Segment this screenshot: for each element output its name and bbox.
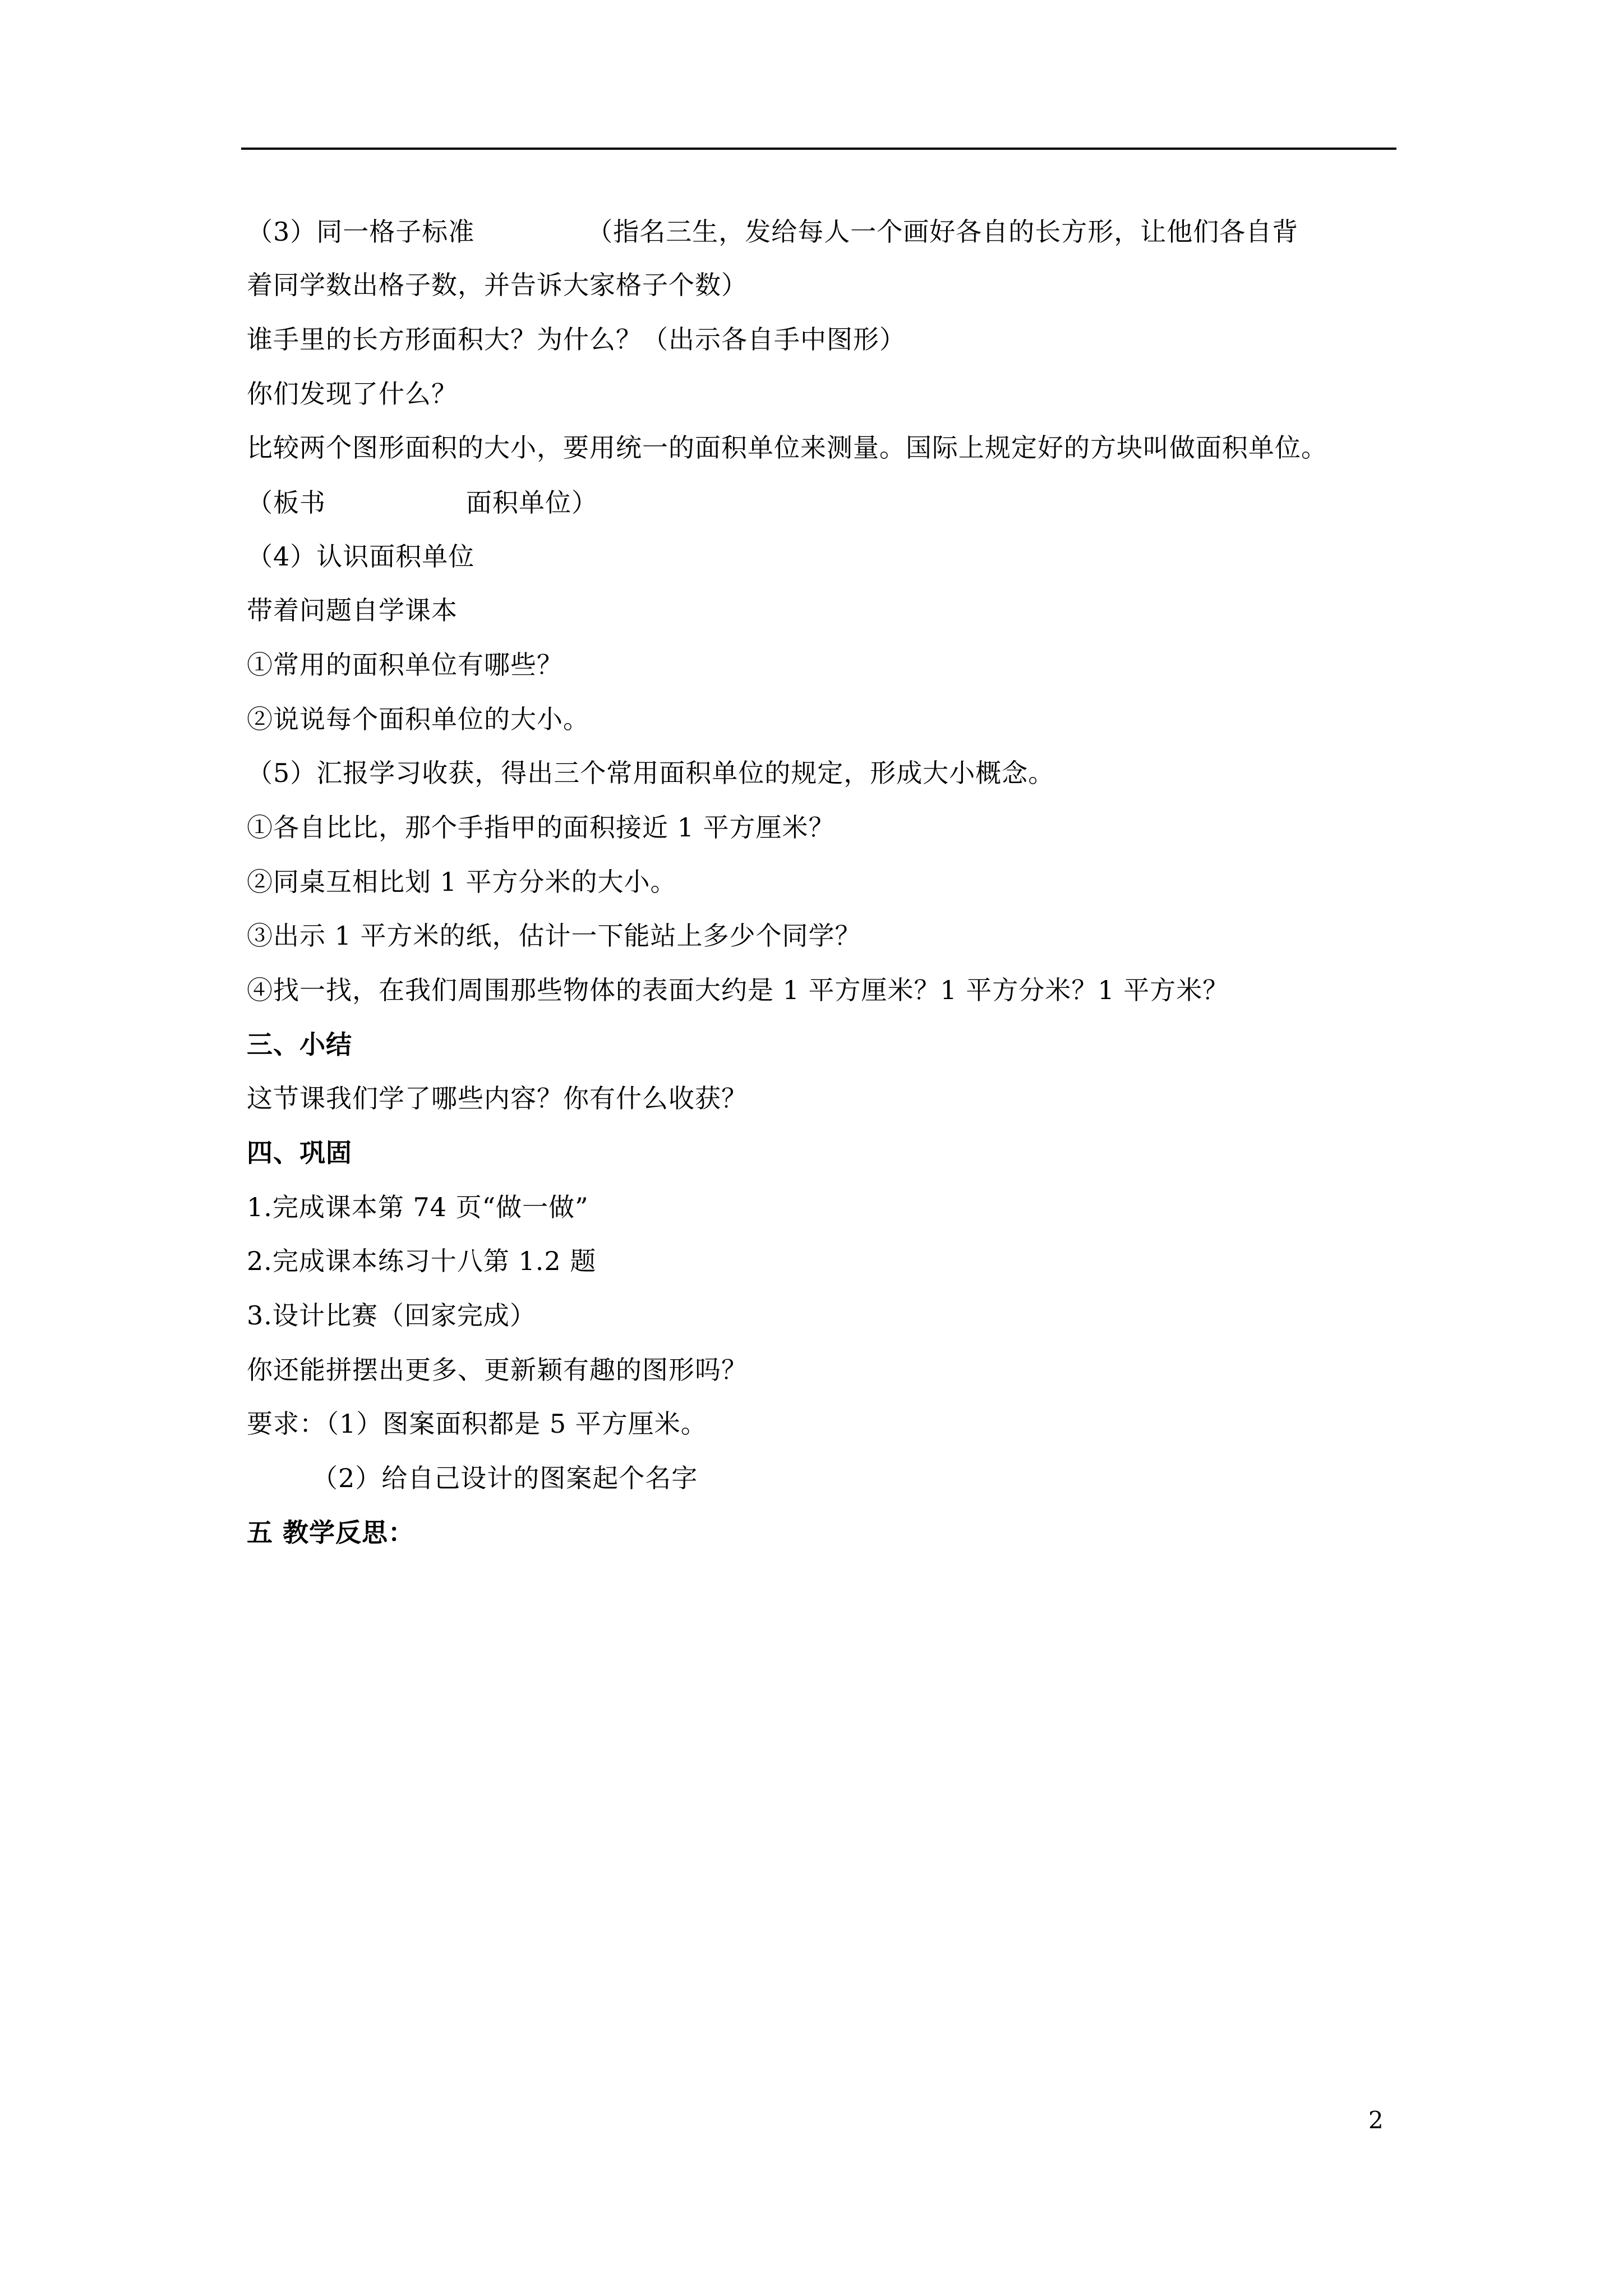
text-line: （2）给自己设计的图案起个名字: [312, 1463, 698, 1493]
text-line: 带着问题自学课本: [247, 595, 458, 625]
text-segment: （指名三生，发给每人一个画好各自的长方形，让他们各自背: [587, 217, 1299, 247]
section-heading-reflection: 五 教学反思：: [247, 1517, 415, 1548]
header-rule: [241, 148, 1396, 150]
text-line: 2.完成课本练习十八第 1.2 题: [247, 1246, 597, 1276]
text-line-standard-grid: [247, 215, 1402, 249]
text-line: ①常用的面积单位有哪些？: [247, 650, 563, 680]
text-segment: （3）同一格子标准: [247, 217, 475, 247]
text-line: 你们发现了什么？: [247, 379, 458, 409]
text-line: 比较两个图形面积的大小，要用统一的面积单位来测量。国际上规定好的方块叫做面积单位。: [247, 432, 1327, 463]
text-line: 1.完成课本第 74 页“做一做”: [247, 1192, 589, 1222]
text-line: 你还能拼摆出更多、更新颖有趣的图形吗？: [247, 1355, 748, 1385]
text-line: （4）认识面积单位: [247, 541, 475, 572]
text-line: ②说说每个面积单位的大小。: [247, 704, 589, 734]
text-line: 谁手里的长方形面积大？为什么？（出示各自手中图形）: [247, 324, 906, 355]
text-line: 着同学数出格子数，并告诉大家格子个数）: [247, 270, 748, 300]
text-line: ④找一找，在我们周围那些物体的表面大约是 1 平方厘米？1 平方分米？1 平方米？: [247, 975, 1229, 1005]
text-segment: 面积单位）: [466, 487, 598, 518]
text-line: 要求：（1）图案面积都是 5 平方厘米。: [247, 1409, 707, 1439]
text-line: （5）汇报学习收获，得出三个常用面积单位的规定，形成大小概念。: [247, 758, 1055, 788]
text-line: 这节课我们学了哪些内容？你有什么收获？: [247, 1083, 748, 1114]
text-line: 3.设计比赛（回家完成）: [247, 1300, 536, 1331]
text-segment: （板书: [247, 487, 326, 518]
text-line: ②同桌互相比划 1 平方分米的大小。: [247, 867, 677, 897]
text-line: ①各自比比，那个手指甲的面积接近 1 平方厘米？: [247, 812, 835, 843]
section-heading-summary: 三、小结: [247, 1029, 352, 1060]
text-line: ③出示 1 平方米的纸，估计一下能站上多少个同学？: [247, 921, 861, 951]
section-heading-consolidation: 四、巩固: [247, 1138, 352, 1168]
text-line-board-note: [247, 486, 1402, 519]
page-number: 2: [1368, 2106, 1384, 2134]
